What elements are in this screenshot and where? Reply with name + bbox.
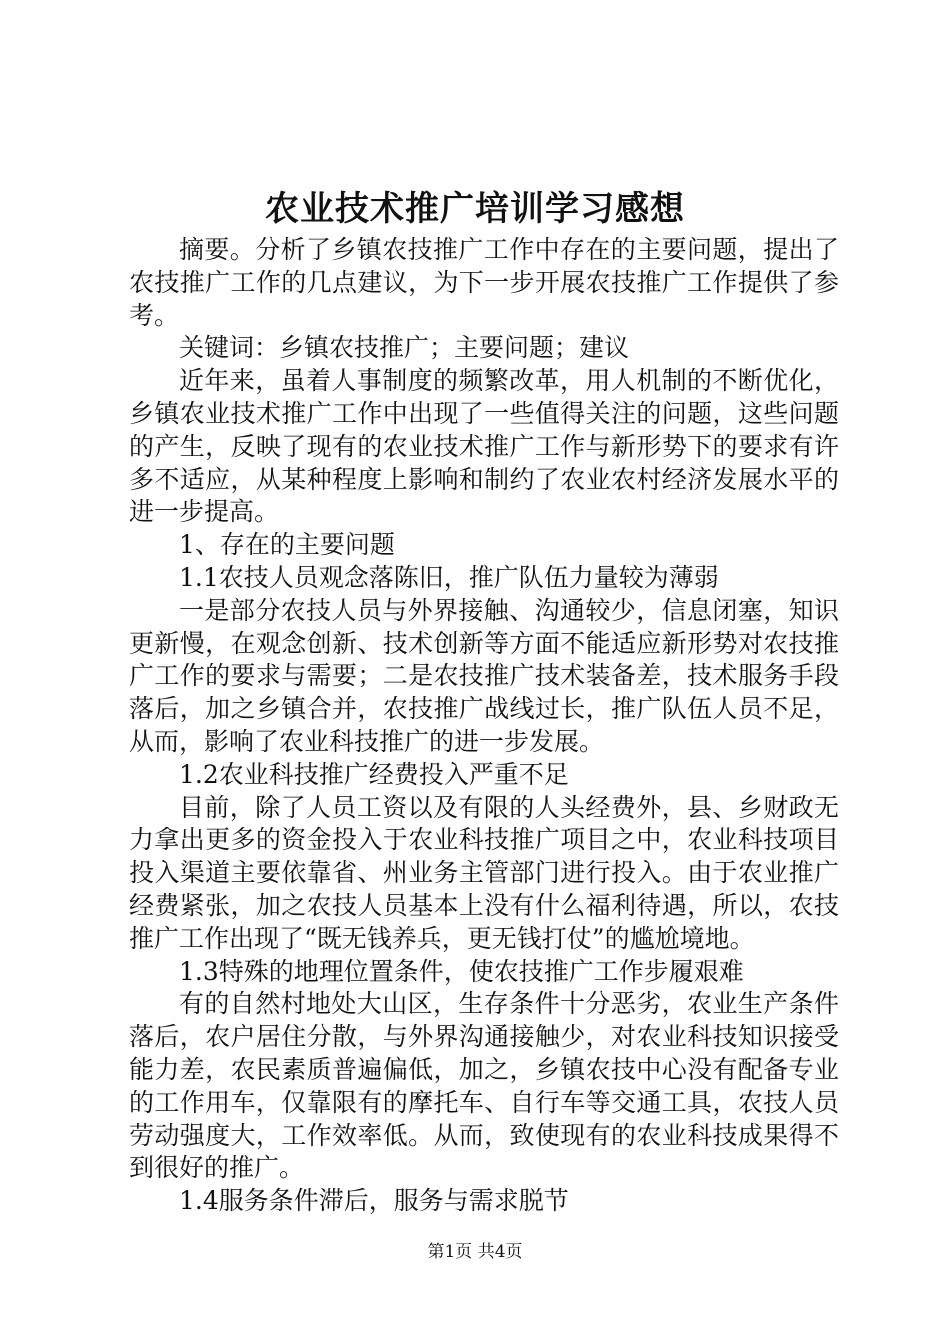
paragraph-abstract: 摘要。分析了乡镇农技推广工作中存在的主要问题，提出了农技推广工作的几点建议，为下一步开展农技推广工作提供了参考。 xyxy=(129,235,839,330)
document-body xyxy=(129,234,839,1218)
subsection-heading: 1.4服务条件滞后，服务与需求脱节 xyxy=(179,1186,569,1216)
paragraph-keywords: 关键词：乡镇农技推广；主要问题；建议 xyxy=(179,333,630,363)
subsection-heading: 1.2农业科技推广经费投入严重不足 xyxy=(179,759,569,789)
subsection-heading: 1.3特殊的地理位置条件，使农技推广工作步履艰难 xyxy=(179,956,744,986)
subsection-heading: 1.1农技人员观念落陈旧，推广队伍力量较为薄弱 xyxy=(179,562,719,592)
paragraph: 目前，除了人员工资以及有限的人头经费外，县、乡财政无力拿出更多的资金投入于农业科技推广项目之中，农业科技项目投入渠道主要依靠省、州业务主管部门进行投入。由于农业推广经费紧张，加之农技人员基本上没有什么福利待遇，所以，农技推广工作出现了“既无钱养兵，更无钱打仗”的尴尬境地。 xyxy=(129,792,839,953)
paragraph: 有的自然村地处大山区，生存条件十分恶劣，农业生产条件落后，农户居住分散，与外界沟通接触少，对农业科技知识接受能力差，农民素质普遍偏低，加之，乡镇农技中心没有配备专业的工作用车，仅靠限有的摩托车、自行车等交通工具，农技人员劳动强度大，工作效率低。从而，致使现有的农业科技成果得不到很好的推广。 xyxy=(129,989,839,1183)
section-heading: 1、存在的主要问题 xyxy=(179,530,395,560)
paragraph: 一是部分农技人员与外界接触、沟通较少，信息闭塞，知识更新慢，在观念创新、技术创新等方面不能适应新形势对农技推广工作的要求与需要；二是农技推广技术装备差，技术服务手段落后，加之乡镇合并，农技推广战线过长，推广队伍人员不足，从而，影响了农业科技推广的进一步发展。 xyxy=(129,595,839,756)
paragraph-intro: 近年来，虽着人事制度的频繁改革，用人机制的不断优化，乡镇农业技术推广工作中出现了一些值得关注的问题，这些问题的产生，反映了现有的农业技术推广工作与新形势下的要求有许多不适应，从某种程度上影响和制约了农业农村经济发展水平的进一步提高。 xyxy=(129,366,839,527)
document-title: 农业技术推广培训学习感想 xyxy=(265,189,685,229)
page-footer: 第1页 共4页 xyxy=(427,1242,523,1262)
